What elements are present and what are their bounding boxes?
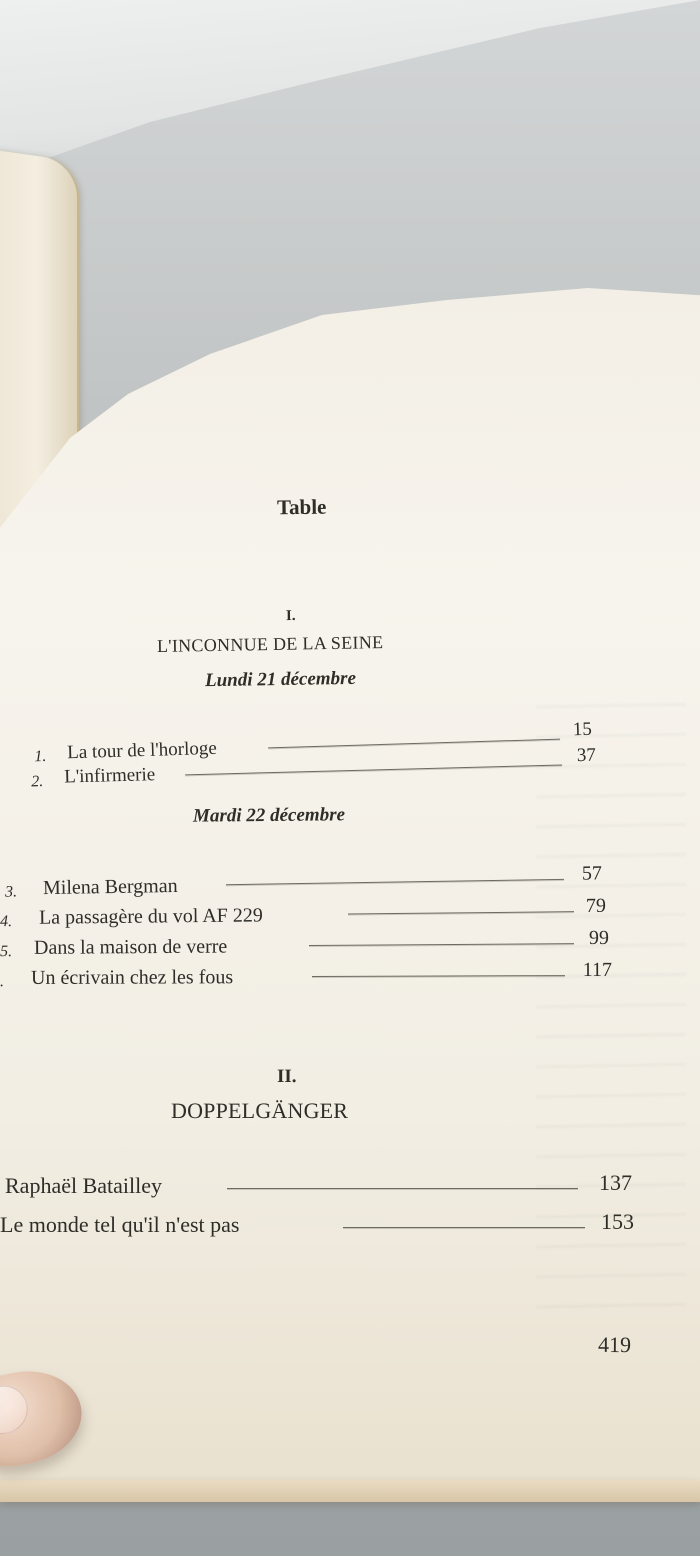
leader-line xyxy=(227,1188,578,1189)
leader-line xyxy=(226,879,564,885)
chapter-page-number: 153 xyxy=(601,1209,634,1234)
chapter-page-number: 37 xyxy=(576,744,597,767)
leader-line xyxy=(185,764,562,775)
chapter-title: La tour de l'horloge xyxy=(66,737,218,764)
toc-entry xyxy=(0,960,612,992)
chapter-title: Raphaël Batailley xyxy=(5,1173,162,1198)
chapter-page-number: 117 xyxy=(582,958,613,982)
chapter-title: Dans la maison de verre xyxy=(33,935,228,959)
chapter-page-number: 79 xyxy=(585,894,607,918)
leader-line xyxy=(309,943,574,946)
chapter-number: 3. xyxy=(4,883,18,901)
chapter-number: 5. xyxy=(0,943,13,961)
chapter-title: Le monde tel qu'il n'est pas xyxy=(0,1212,240,1237)
book-page-number: 419 xyxy=(597,1331,632,1358)
chapter-number: 4. xyxy=(0,913,13,931)
leader-line xyxy=(312,975,565,977)
part-one-number: I. xyxy=(285,607,296,625)
chapter-page-number: 99 xyxy=(588,926,610,950)
chapter-number: 2. xyxy=(31,773,44,791)
chapter-number: 1. xyxy=(34,747,47,766)
toc-entry xyxy=(0,896,606,932)
leader-line xyxy=(343,1227,585,1228)
part-one-title: L'INCONNUE DE LA SEINE xyxy=(156,632,384,656)
chapter-page-number: 57 xyxy=(581,862,603,885)
chapter-title: La passagère du vol AF 229 xyxy=(38,904,263,929)
part-two-title: DOPPELGÄNGER xyxy=(171,1098,349,1123)
toc-entry xyxy=(0,1210,634,1240)
part-two-number: II. xyxy=(277,1066,297,1087)
toc-entry xyxy=(0,928,609,962)
chapter-title: L'infirmerie xyxy=(63,764,156,788)
toc-entry xyxy=(0,1171,632,1201)
chapter-number: . xyxy=(0,973,5,991)
chapter-title: Un écrivain chez les fous xyxy=(30,966,234,989)
chapter-title: Milena Bergman xyxy=(42,874,178,900)
contents-title: Table xyxy=(276,494,327,520)
fingernail xyxy=(0,1378,35,1441)
chapter-page-number: 137 xyxy=(599,1170,632,1195)
leader-line xyxy=(348,911,574,914)
chapter-page-number: 15 xyxy=(572,718,593,741)
section-date-monday: Lundi 21 décembre xyxy=(204,667,357,692)
section-date-tuesday: Mardi 22 décembre xyxy=(192,804,346,827)
